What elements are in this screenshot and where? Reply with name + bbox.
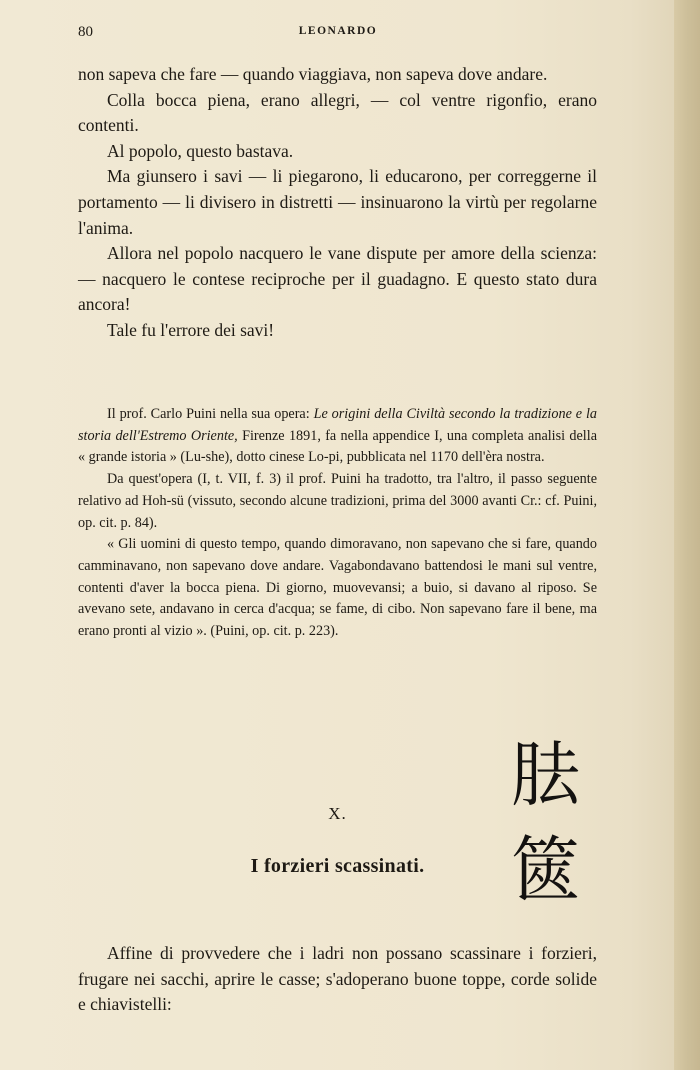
main-text-top [78,62,597,344]
main-text-bottom [78,941,597,1018]
paragraph: Affine di provvedere che i ladri non possano scassinare i forzieri, frugare nei sacchi, aprire le casse; s'adoperano buone toppe, corde solide e chiavistelli: [78,943,597,1015]
running-title: LEONARDO [298,25,378,37]
paragraph: Allora nel popolo nacquero le vane dispute per amore della scienza: — nacquero le contese reciproche per il guadagno. E questo stato dura ancora! [78,243,597,315]
paragraph: Ma giunsero i savi — li piegarono, li educarono, per correggerne il portamento — li divisero in distretti — insinuarono la virtù per regolarne l'anima. [78,166,597,238]
chinese-character: 胠 [510,734,581,816]
section-number: X. [328,804,347,823]
chinese-title [498,728,593,918]
paragraph: Colla bocca piena, erano allegri, — col ventre rigonfio, erano contenti. [78,89,597,136]
paragraph: Al popolo, questo bastava. [107,140,294,161]
notes-block [78,404,597,643]
section-title: I forzieri scassinati. [250,855,425,877]
page-edge [674,0,700,1070]
chinese-character: 篋 [510,829,581,911]
paragraph: Tale fu l'errore dei savi! [107,319,275,340]
note-text: Firenze 1891, fa nella appendice I, una completa analisi della « grande istoria » (Lu-she), dotto cinese Lo-pi, pubblicata nel 1170 dell'èra nostra. [78,427,597,466]
page-number: 80 [78,24,93,40]
note-text: Il prof. Carlo Puini nella sua opera: [107,406,314,422]
page-header [78,24,598,44]
note-paragraph: Da quest'opera (I, t. VII, f. 3) il prof. Puini ha tradotto, tra l'altro, il passo seguente relativo ad Hoh-sü (vissuto, secondo alcune tradizioni, prima del 3000 avanti Cr.: cf. Puini, op. cit. p. 84). [78,471,597,531]
note-paragraph: « Gli uomini di questo tempo, quando dimoravano, non sapevano che si fare, quando camminavano, non sapevano dove andare. Vagabondavano battendosi le mani sul ventre, contenti d'aver la bocca piena. Di giorno, muovevansi; a buio, si davano al riposo. Se avevano sete, andavano in cerca d'acqua; se fame, di cibo. Non sapevano fare il bene, ma erano pronti al vizio ». (Puini, op. cit. p. 223). [78,536,597,640]
paragraph: non sapeva che fare — quando viaggiava, non sapeva dove andare. [78,64,548,84]
note-paragraph [78,404,597,469]
book-title: Le origini della Civiltà secondo la tradizione e la storia dell'Estremo Oriente, [78,406,597,444]
